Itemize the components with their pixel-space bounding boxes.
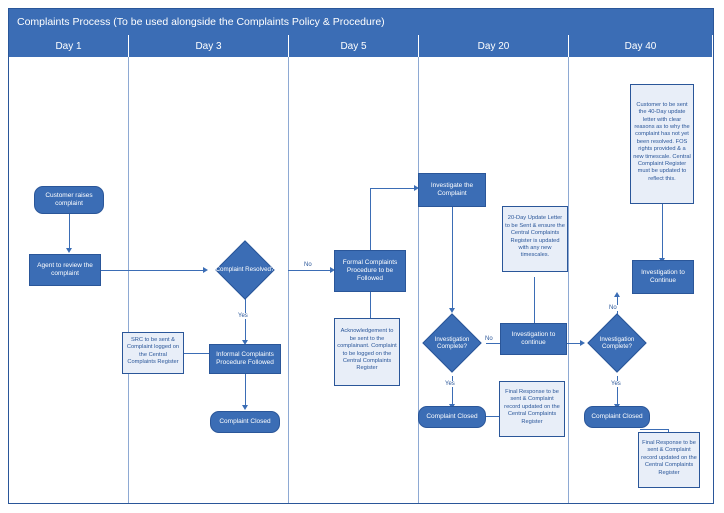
- node-complaint-closed-day3[interactable]: [210, 411, 280, 433]
- node-label: Complaint Closed: [591, 412, 643, 420]
- note-text: Acknowledgement to be sent to the complainant. Complaint to be logged on the Central Complaints Register: [337, 328, 397, 372]
- note-text: Customer to be sent the 40-Day update letter with clear reasons as to why the complaint has not yet been resolved. FOS rights provided & a new timescale. Central Complaint Register must be updated to reflect this.: [633, 101, 691, 182]
- edge-40day-note-to-continue: [662, 200, 663, 260]
- node-label: Investigation Complete?: [599, 335, 635, 350]
- node-label: Investigate the Complaint: [430, 181, 474, 197]
- node-investigation-complete-day20[interactable]: [419, 316, 485, 370]
- node-label: Investigation to continue: [511, 330, 556, 346]
- node-label: Agent to review the complaint: [37, 261, 93, 277]
- lane-header-day3: Day 3: [129, 35, 289, 57]
- lane-header-day20: Day 20: [419, 35, 569, 57]
- node-label: Formal Complaints Procedure to be Followed: [342, 258, 398, 283]
- arrow-day40-no-up: [614, 292, 620, 297]
- note-acknowledgement: [334, 318, 400, 386]
- node-agent-to-review[interactable]: [29, 254, 101, 286]
- node-label: Customer raises complaint: [45, 191, 93, 207]
- node-investigation-complete-day40[interactable]: [584, 316, 650, 370]
- edge-label-day40-yes: Yes: [611, 381, 621, 387]
- node-complaint-resolved[interactable]: [212, 245, 278, 295]
- arrow-customer-to-agent: [66, 248, 72, 253]
- node-label: Informal Complaints Procedure Followed: [216, 350, 274, 366]
- edge-label-resolved-yes: Yes: [238, 313, 248, 319]
- node-complaint-closed-day40[interactable]: [584, 406, 650, 428]
- lane-header-day1: Day 1: [9, 35, 129, 57]
- note-text: Final Response to be sent & Complaint record updated on the Central Complaints Register: [641, 439, 697, 476]
- edge-label-resolved-no: No: [304, 262, 312, 268]
- note-text: SRC to be sent & Complaint logged on the Central Complaints Register: [126, 336, 180, 365]
- note-20-day-update: [502, 206, 568, 272]
- edge-label-day40-no: No: [609, 305, 617, 311]
- arrow-agent-to-resolved: [203, 267, 208, 273]
- edge-resolved-yes: [245, 296, 246, 342]
- node-label: Investigation Complete?: [434, 335, 470, 350]
- edge-resolved-no: [288, 270, 330, 271]
- edge-label-day20-no: No: [485, 336, 493, 342]
- edge-20day-note-to-continue: [534, 277, 535, 323]
- edge-formal-to-investigate: [370, 188, 414, 189]
- edge-src-note-to-informal: [182, 353, 210, 354]
- edge-final-note-day40-h: [640, 429, 668, 430]
- lane-header-day40: Day 40: [569, 35, 713, 57]
- node-customer-raises-complaint[interactable]: [34, 186, 104, 214]
- node-investigate-the-complaint[interactable]: [418, 173, 486, 207]
- arrow-informal-to-closed: [242, 405, 248, 410]
- note-src: [122, 332, 184, 374]
- edge-formal-up: [370, 188, 371, 250]
- note-text: 20-Day Update Letter to be Sent & ensure the Central Complaints Register is updated with any new timescales.: [505, 215, 565, 259]
- edge-label-day20-yes: Yes: [445, 381, 455, 387]
- node-label: Complaint Closed: [219, 417, 271, 425]
- node-label: Complaint Resolved?: [215, 266, 275, 274]
- node-informal-complaints-procedure[interactable]: [209, 344, 281, 374]
- edge-investigate-to-decision: [452, 207, 453, 310]
- note-final-response-day40: [638, 432, 700, 488]
- note-40-day-update: [630, 84, 694, 204]
- edge-customer-to-agent: [69, 213, 70, 248]
- node-label: Complaint Closed: [426, 412, 478, 420]
- edge-agent-to-resolved: [101, 270, 203, 271]
- node-investigation-to-continue-day40[interactable]: [632, 260, 694, 294]
- node-investigation-to-continue-day20[interactable]: [500, 323, 567, 355]
- node-complaint-closed-day20[interactable]: [418, 406, 486, 428]
- note-text: Final Response to be sent & Complaint record updated on the Central Complaints Register: [504, 388, 560, 425]
- node-label: Investigation to Continue: [641, 268, 685, 284]
- diagram-title: Complaints Process (To be used alongside the Complaints Policy & Procedure): [9, 9, 713, 35]
- arrow-investigate-to-decision: [449, 308, 455, 313]
- lane-header-day5: Day 5: [289, 35, 419, 57]
- note-final-response-day20: [499, 381, 565, 437]
- edge-ack-note-to-formal: [370, 292, 371, 318]
- node-formal-complaints-procedure[interactable]: [334, 250, 406, 292]
- edge-informal-to-closed: [245, 373, 246, 407]
